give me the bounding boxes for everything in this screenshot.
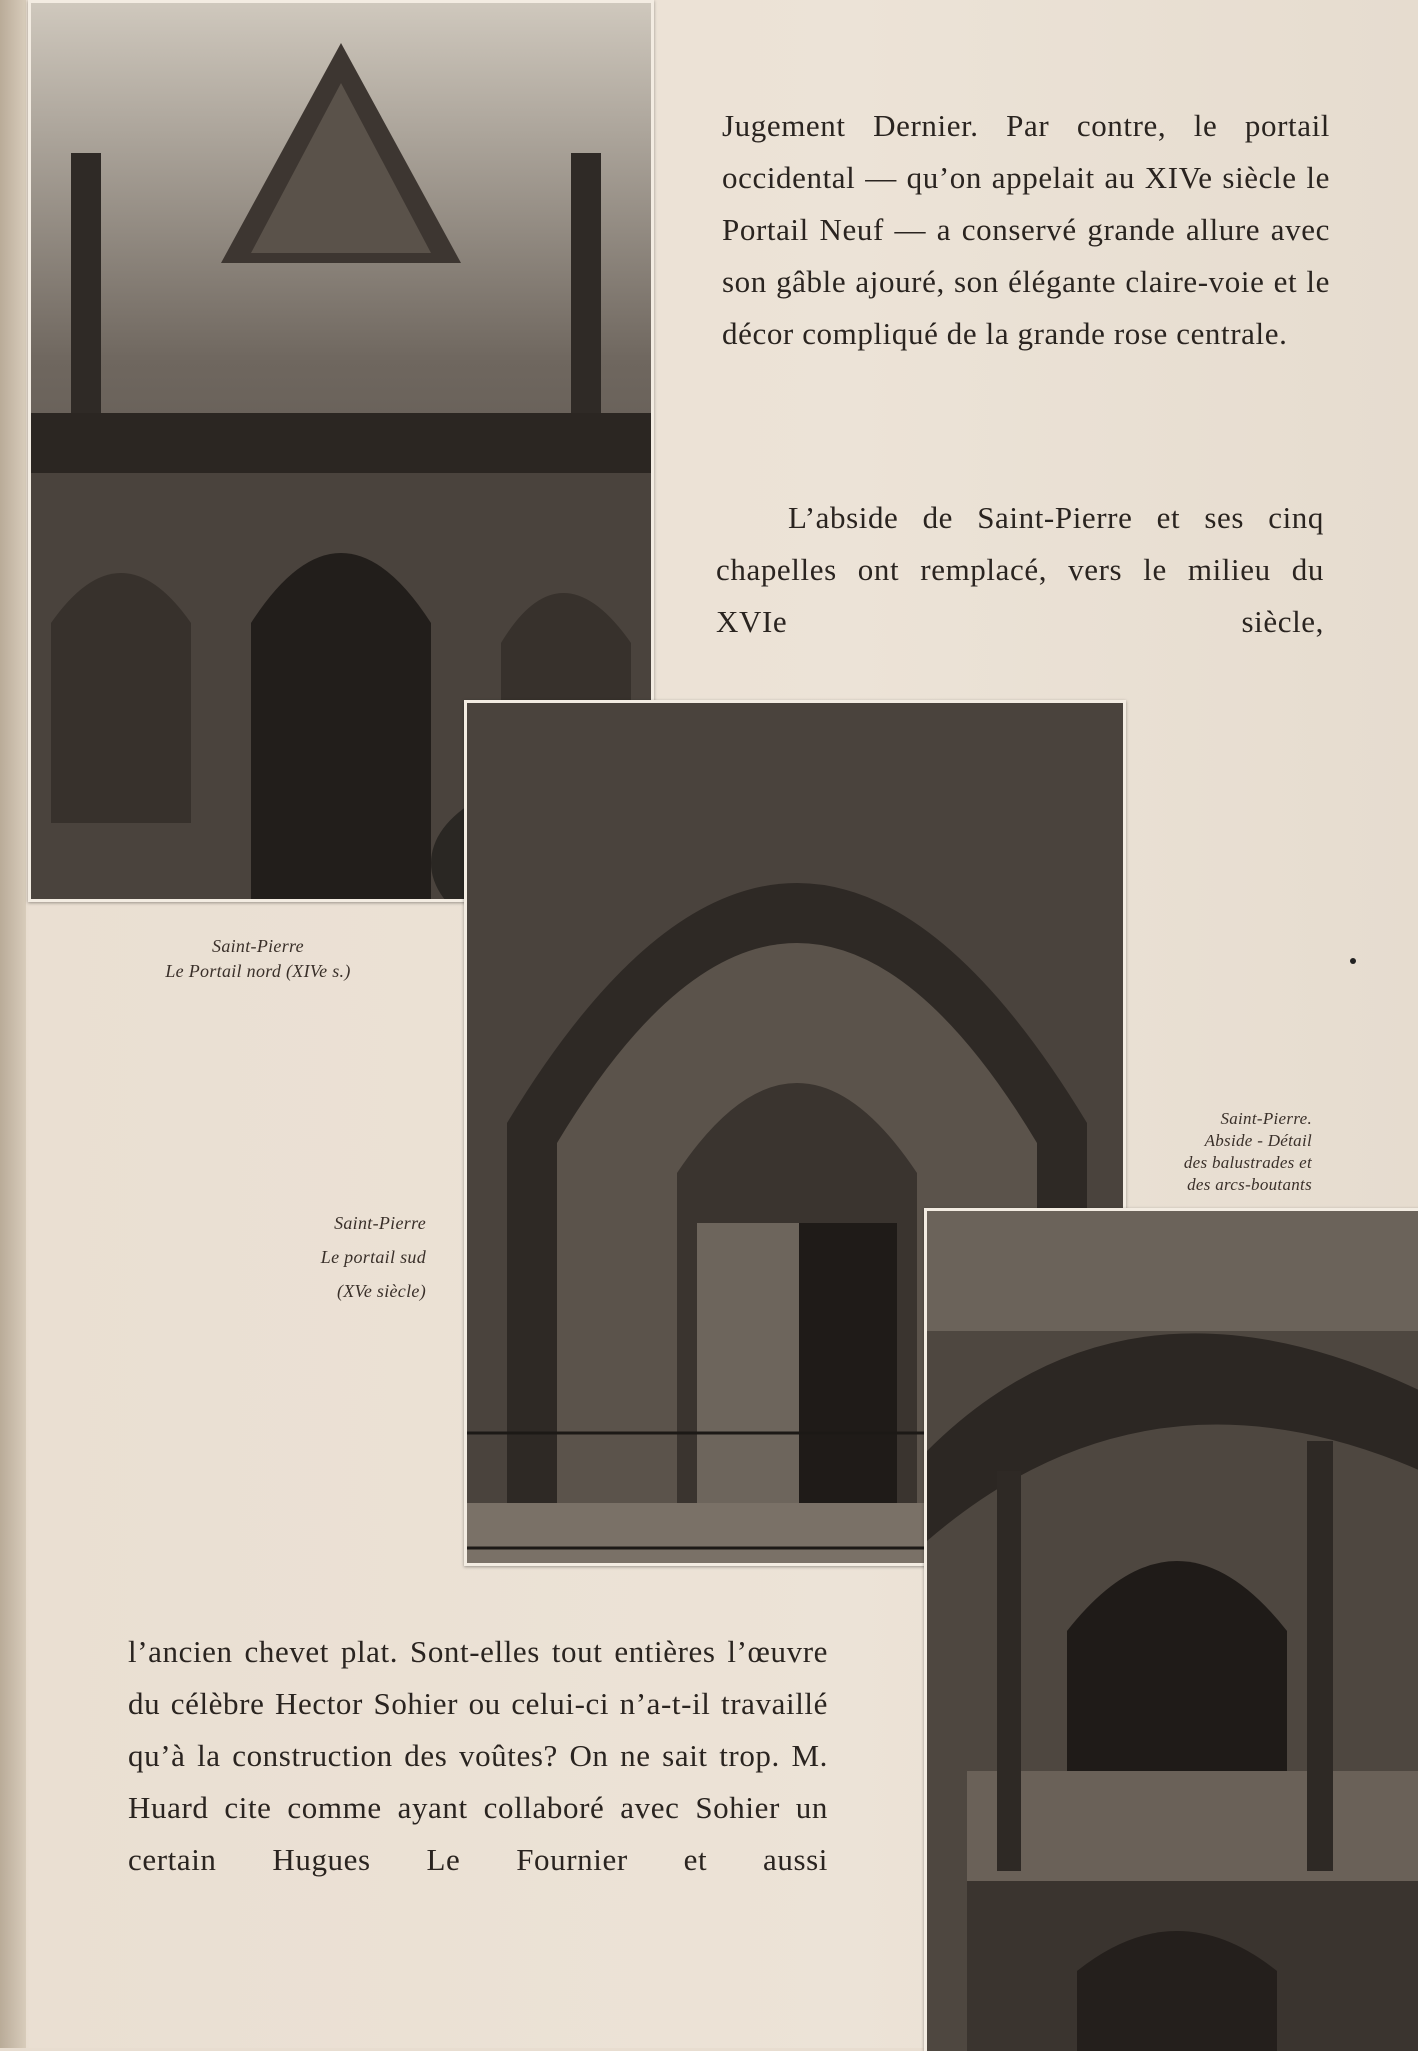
- caption-portail-sud: [236, 1206, 426, 1308]
- paragraph-chevet: l’ancien chevet plat. Sont-elles tout entières l’œuvre du célèbre Hector Sohier ou celui-ci n’a-t-il travaillé qu’à la construction des voûtes? On ne sait trop. M. Huard cite comme ayant collaboré avec Sohier un certain Hugues Le Fournier et aussi: [128, 1634, 828, 1877]
- caption-abside: [1150, 1108, 1312, 1196]
- paragraph-portail-occidental: Jugement Dernier. Par contre, le portail occidental — qu’on appelait au XIVe siècle le Portail Neuf — a conservé grande allure avec son gâble ajouré, son élégante claire-voie et le décor compliqué de la grande rose centrale.: [722, 108, 1330, 351]
- caption-subtitle: Le portail sud: [320, 1247, 426, 1267]
- photo-abside: [924, 1208, 1418, 2051]
- caption-portail-nord: [118, 934, 398, 984]
- page-spine-edge: [0, 0, 26, 2048]
- caption-title: Saint-Pierre.: [1220, 1109, 1312, 1128]
- caption-date: (XVe siècle): [336, 1281, 426, 1301]
- abside-image: [927, 1211, 1418, 2051]
- caption-line-3: des balustrades et: [1183, 1153, 1312, 1172]
- caption-subtitle: Le Portail nord (XIVe s.): [165, 961, 351, 981]
- caption-title: Saint-Pierre: [212, 936, 304, 956]
- ink-dot: [1350, 958, 1356, 964]
- caption-line-2: Abside - Détail: [1204, 1131, 1312, 1150]
- caption-title: Saint-Pierre: [334, 1213, 426, 1233]
- caption-line-4: des arcs-boutants: [1187, 1175, 1312, 1194]
- paragraph-abside: L’abside de Saint-Pierre et ses cinq chapelles ont remplacé, vers le milieu du XVIe siècle,: [716, 500, 1324, 639]
